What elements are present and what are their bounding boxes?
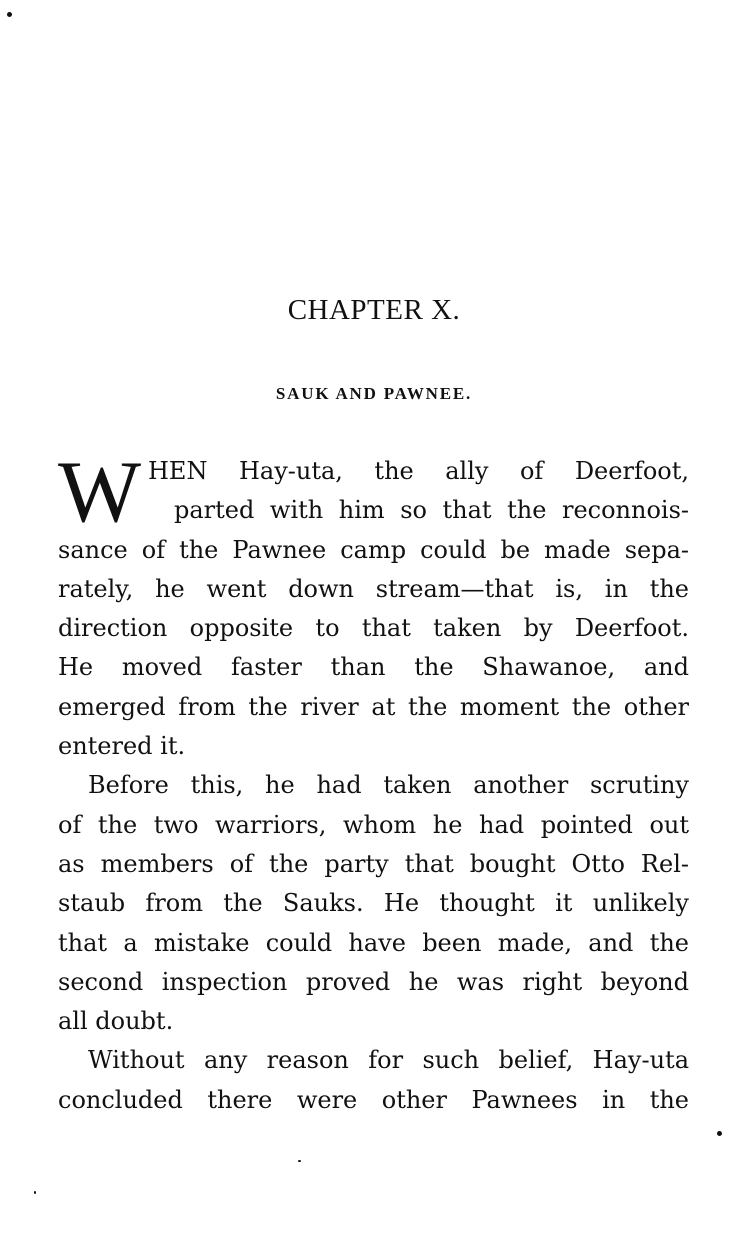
scan-speck bbox=[717, 1131, 722, 1136]
text-line: He moved faster than the Shawanoe, and bbox=[58, 653, 689, 682]
scan-speck bbox=[34, 1191, 36, 1194]
chapter-subtitle: SAUK AND PAWNEE. bbox=[275, 384, 473, 403]
text-line: direction opposite to that taken by Deerfoot. bbox=[58, 614, 689, 643]
text-line: concluded there were other Pawnees in the bbox=[58, 1085, 689, 1114]
text-line: all doubt. bbox=[58, 1007, 174, 1036]
paragraph bbox=[58, 766, 689, 1041]
text-line: HEN Hay-uta, the ally of Deerfoot, bbox=[148, 457, 689, 485]
text-line: parted with him so that the reconnois- bbox=[174, 496, 689, 525]
text-line: that a mistake could have been made, and the bbox=[58, 928, 689, 957]
paragraph bbox=[58, 444, 689, 766]
drop-cap: W bbox=[58, 444, 142, 541]
scan-speck bbox=[7, 12, 12, 17]
text-line: staub from the Sauks. He thought it unlikely bbox=[58, 889, 689, 918]
scan-speck bbox=[298, 1160, 301, 1162]
text-line: emerged from the river at the moment the other bbox=[58, 692, 689, 721]
paragraph bbox=[58, 1041, 689, 1120]
text-line: second inspection proved he was right beyond bbox=[58, 967, 689, 996]
text-line: entered it. bbox=[58, 732, 186, 761]
body-text bbox=[58, 444, 689, 1120]
text-line: rately, he went down stream—that is, in the bbox=[58, 574, 689, 603]
text-line: as members of the party that bought Otto Rel- bbox=[58, 849, 689, 878]
text-line: sance of the Pawnee camp could be made sepa- bbox=[58, 535, 689, 564]
text-line: Without any reason for such belief, Hay-uta bbox=[88, 1046, 689, 1075]
text-line: Before this, he had taken another scrutiny bbox=[88, 771, 689, 800]
text-line: of the two warriors, whom he had pointed out bbox=[58, 810, 689, 839]
chapter-heading: CHAPTER X. bbox=[287, 294, 461, 326]
